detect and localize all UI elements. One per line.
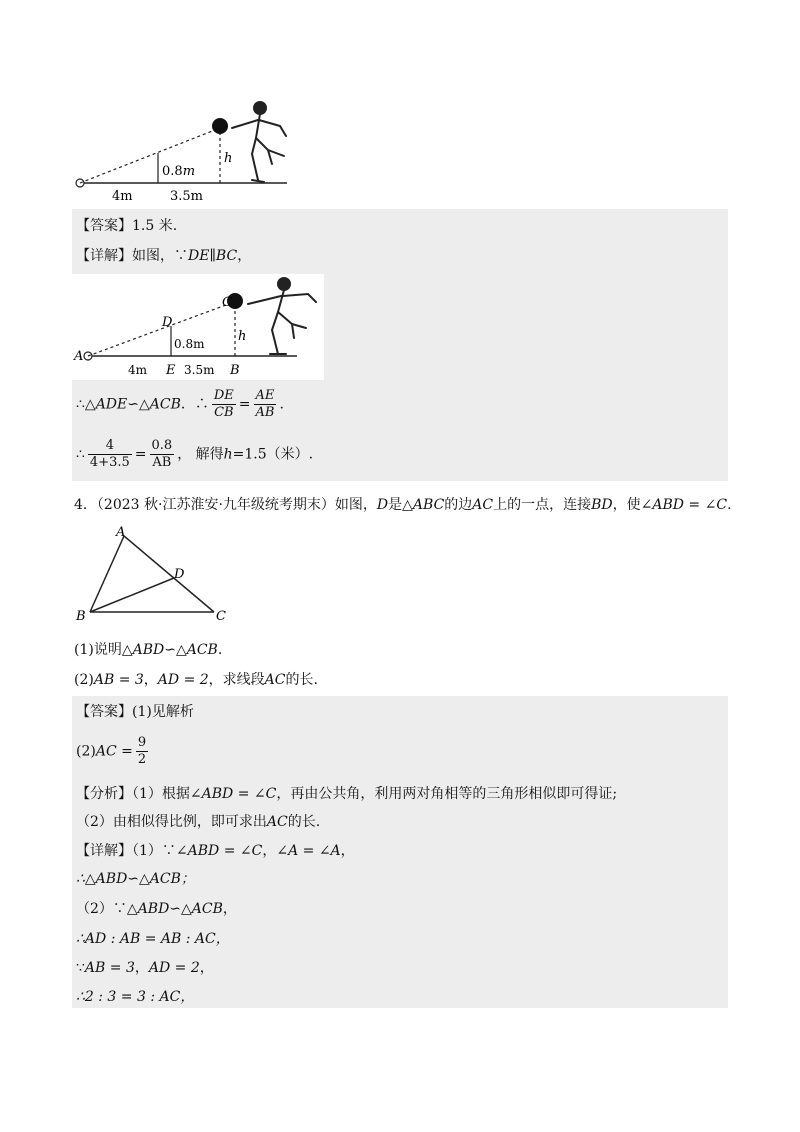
- point-d-label: D: [162, 315, 173, 330]
- answer-text: 1.5 米.: [132, 218, 178, 234]
- point-b-label: B: [230, 363, 240, 378]
- answer-tag: 【答案】: [76, 218, 132, 234]
- analysis-line-2: （2）由相似得比例，即可求出AC的长.: [76, 814, 321, 830]
- label-3.5m: 3.5m: [170, 189, 204, 202]
- vertex-d-label: D: [174, 567, 185, 582]
- subquestion-1: (1)说明△ABD∽△ACB.: [74, 642, 223, 658]
- analysis-tag: 【分析】: [76, 786, 132, 802]
- answer-line-1: [76, 217, 177, 235]
- answer-tag: 【答案】: [76, 704, 132, 720]
- question-4: 4．（2023 秋·江苏淮安·九年级统考期末）如图，D是△ABC的边AC上的一点，连接BD，使∠ABD = ∠C.: [74, 497, 732, 513]
- analysis-line-1: 【分析】（1）根据∠ABD = ∠C，再由公共角，利用两对角相等的三角形相似即可得证;: [76, 786, 618, 802]
- figure-tennis-1: [72, 90, 332, 202]
- label-4m: 4m: [112, 189, 133, 202]
- detail-tag: 【详解】: [76, 843, 132, 859]
- fraction-nine-halves: $\frac{9}{2}$: [137, 735, 147, 767]
- figure-tennis-2: [72, 274, 324, 380]
- step-solve-h: ∴ $\frac{4}{4+3.5}$ = $\frac{0.8}{AB}$ ， 解得h=1.5（米）.: [76, 438, 314, 470]
- detail-tag: 【详解】: [76, 248, 132, 264]
- question-source: （2023 秋·江苏淮安·九年级统考期末）: [96, 497, 335, 513]
- label-h: h: [238, 329, 247, 344]
- detail-line-4-1: 【详解】（1）∵∠ABD = ∠C，∠A = ∠A，: [76, 843, 355, 859]
- vertex-c-label: C: [216, 609, 226, 624]
- label-3.5m: 3.5m: [184, 363, 215, 377]
- label-m: m: [182, 164, 196, 179]
- detail-line-1: 【详解】如图，∵DE∥BC，: [76, 248, 252, 264]
- point-e-label: E: [166, 363, 176, 378]
- segment-ac: [124, 536, 214, 612]
- detail-line-4-4: ∴AD : AB = AB : AC，: [76, 931, 230, 947]
- fraction-ae-ab: $\frac{AE}{AB}$: [255, 388, 275, 420]
- subquestion-2: (2)AB = 3，AD = 2，求线段AC的长.: [74, 672, 318, 688]
- figure-triangle-abc: [72, 526, 242, 626]
- fraction-de-cb: $\frac{DE}{CB}$: [213, 388, 234, 420]
- fraction-08-over-ab: $\frac{0.8}{AB}$: [151, 438, 173, 470]
- detail-line-4-3: （2）∵△ABD∽△ACB，: [76, 901, 237, 917]
- detail-line-4-6: ∴2 : 3 = 3 : AC，: [76, 989, 195, 1005]
- vertex-a-label: A: [116, 526, 126, 540]
- detail-line-4-2: ∴△ABD∽△ACB；: [76, 871, 195, 887]
- answer-line-4-2: (2)AC = $\frac{9}{2}$: [76, 735, 147, 767]
- label-h: h: [224, 151, 233, 166]
- point-a-label: A: [74, 349, 84, 364]
- label-0.8: 0.8: [162, 164, 183, 179]
- label-0.8m: 0.8m: [174, 337, 205, 351]
- label-4m: 4m: [128, 363, 148, 377]
- detail-line-4-5: ∵AB = 3，AD = 2，: [76, 960, 214, 976]
- vertex-b-label: B: [76, 609, 86, 624]
- step-similar-triangles: ∴△ADE∽△ACB．∴ $\frac{DE}{CB}$ = $\frac{AE}{AB}$ .: [76, 388, 284, 420]
- point-c-label: C: [222, 295, 232, 310]
- fraction-4-over-sum: $\frac{4}{4+3.5}$: [89, 438, 130, 470]
- answer-line-4-1: 【答案】(1)见解析: [76, 704, 194, 720]
- svg-text:0.8m: [162, 164, 195, 179]
